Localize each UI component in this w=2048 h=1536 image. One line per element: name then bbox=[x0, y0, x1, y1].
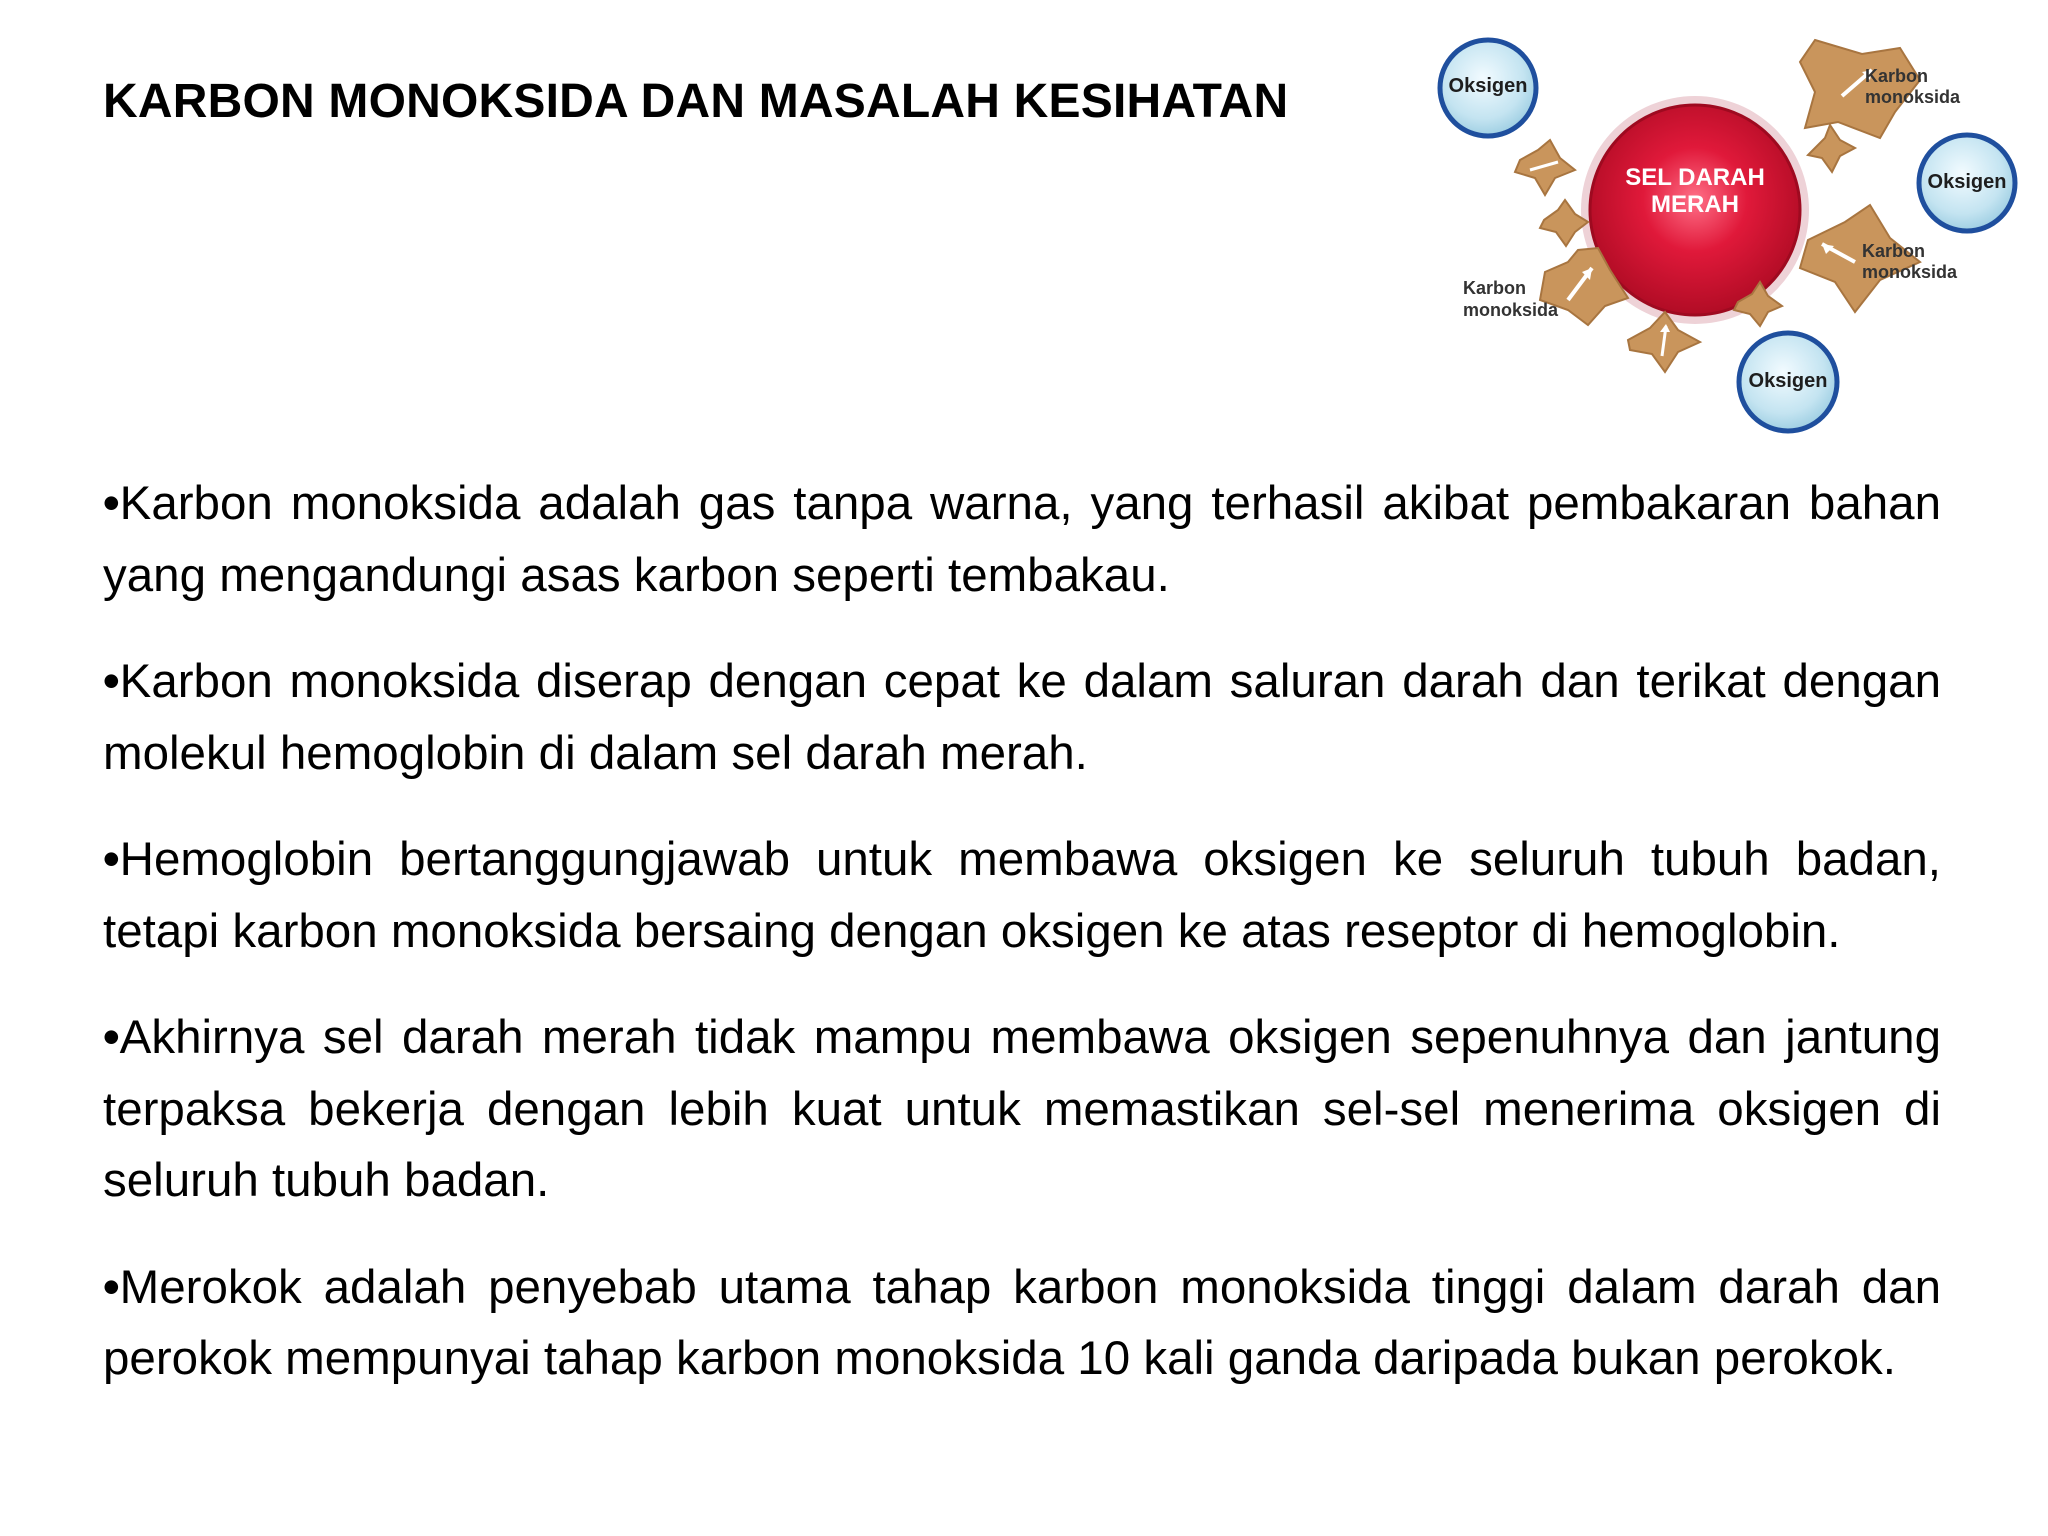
co-label-right-line1: Karbon bbox=[1862, 241, 1925, 261]
co-label-top-line2: monoksida bbox=[1865, 87, 1961, 107]
bullet-text: Karbon monoksida adalah gas tanpa warna, yang terhasil akibat pembakaran bahan yang mengandungi asas karbon seperti tembakau. bbox=[103, 477, 1941, 602]
co-label-left-line1: Karbon bbox=[1463, 278, 1526, 298]
bullet-marker: • bbox=[103, 1260, 120, 1314]
arrow-icon bbox=[1515, 140, 1575, 195]
bullet-item bbox=[103, 1002, 1941, 1217]
arrow-icon bbox=[1540, 200, 1588, 246]
red-blood-cell-diagram bbox=[1405, 25, 2025, 445]
bullet-marker: • bbox=[103, 1011, 120, 1064]
arrow-icon bbox=[1808, 125, 1855, 172]
oxygen-molecule-icon bbox=[1739, 333, 1837, 431]
oxygen-molecule-icon bbox=[1919, 135, 2015, 231]
bullet-item bbox=[103, 646, 1941, 789]
bullet-text: Karbon monoksida diserap dengan cepat ke dalam saluran darah dan terikat dengan molekul hemoglobin di dalam sel darah merah. bbox=[103, 655, 1941, 780]
bullet-item bbox=[103, 1252, 1941, 1395]
bullet-text: Hemoglobin bertanggungjawab untuk membawa oksigen ke seluruh tubuh badan, tetapi karbon monoksida bersaing dengan oksigen ke atas reseptor di hemoglobin. bbox=[103, 833, 1941, 958]
oxygen-label: Oksigen bbox=[1748, 370, 1828, 392]
bullet-marker: • bbox=[103, 655, 120, 708]
oxygen-label: Oksigen bbox=[1448, 75, 1528, 97]
co-label-right-line2: monoksida bbox=[1862, 262, 1958, 282]
bullet-item bbox=[103, 824, 1941, 967]
bullet-text: Akhirnya sel darah merah tidak mampu membawa oksigen sepenuhnya dan jantung terpaksa bekerja dengan lebih kuat untuk memastikan sel-sel menerima oksigen di seluruh tubuh badan. bbox=[103, 1011, 1941, 1207]
bullet-marker: • bbox=[103, 833, 120, 886]
co-label-top-line1: Karbon bbox=[1865, 66, 1928, 86]
bullet-item bbox=[103, 468, 1941, 611]
cell-label-line2: MERAH bbox=[1651, 191, 1739, 218]
oxygen-molecule-icon bbox=[1440, 40, 1536, 136]
bullet-text: Merokok adalah penyebab utama tahap karbon monoksida tinggi dalam darah dan perokok mempunyai tahap karbon monoksida 10 kali ganda daripada bukan perokok. bbox=[103, 1260, 1941, 1385]
page-title: KARBON MONOKSIDA DAN MASALAH KESIHATAN bbox=[103, 75, 1289, 128]
oxygen-label: Oksigen bbox=[1927, 171, 2007, 193]
bullet-marker: • bbox=[103, 477, 120, 530]
cell-label-line1: SEL DARAH bbox=[1625, 164, 1765, 191]
bullet-list bbox=[103, 468, 1941, 1430]
co-label-left-line2: monoksida bbox=[1463, 300, 1559, 320]
